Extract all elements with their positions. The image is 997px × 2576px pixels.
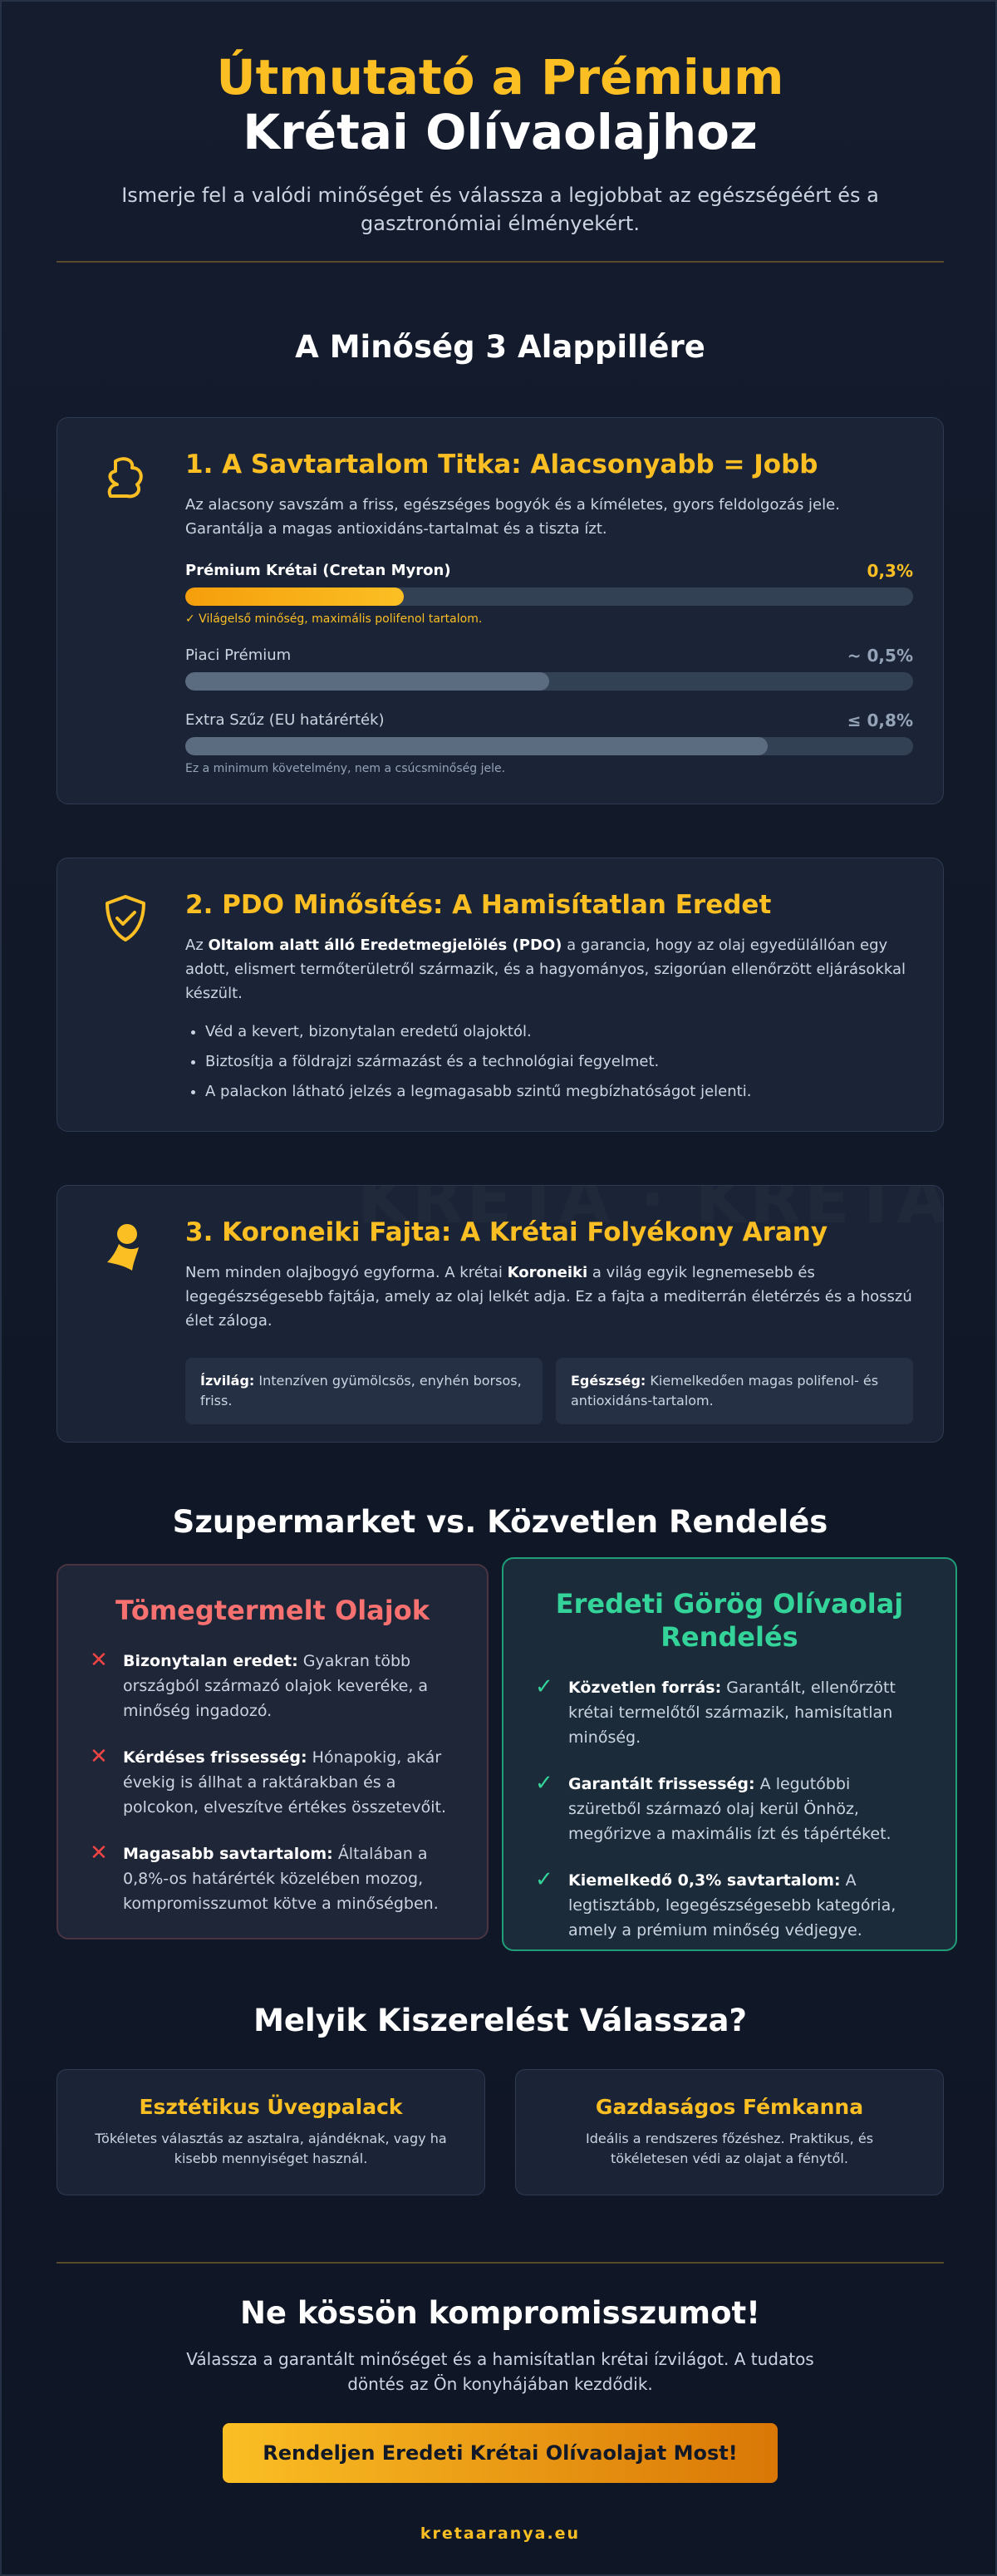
pdo-bullet-list: [185, 1022, 913, 1102]
feature-box-health: [556, 1358, 913, 1424]
comparison-heading: Szupermarket vs. Közvetlen Rendelés: [172, 1504, 828, 1540]
item-text: [568, 1772, 924, 1846]
olive-icon: [99, 451, 152, 504]
packaging-heading: Melyik Kiszerelést Válassza?: [253, 2003, 747, 2038]
page-subtitle: Ismerje fel a valódi minőséget és válassza a legjobbat az egészségéért és a gasztronómiai élményekért.: [121, 184, 879, 235]
pillar-pdo-text: [185, 933, 913, 1005]
order-now-button[interactable]: Rendeljen Eredeti Krétai Olívaolajat Most!: [223, 2423, 778, 2483]
format-title: Gazdaságos Fémkanna: [595, 2095, 864, 2119]
koroneiki-feature-boxes: [185, 1358, 913, 1424]
pillar-acidity-card: [56, 417, 944, 804]
bar-track: [185, 737, 913, 755]
mass-produced-title: Tömegtermelt Olajok: [115, 1595, 430, 1626]
bar-value: ≤ 0,8%: [847, 710, 913, 730]
bar-note: ✓ Világelső minőség, maximális polifenol tartalom.: [185, 612, 483, 626]
text-bold: Koroneiki: [507, 1264, 588, 1281]
bar-track: [185, 587, 913, 606]
check-icon: ✓: [535, 1867, 553, 1892]
list-item: [90, 1649, 455, 1723]
item-desc: Gyakran több országból származó olajok keveréke, a minőség ingadozó.: [123, 1652, 429, 1720]
list-item: [90, 1841, 455, 1916]
direct-order-card: [502, 1557, 957, 1951]
list-item: [535, 1772, 924, 1846]
text-bold: Oltalom alatt álló Eredetmegjelölés (PDO): [208, 937, 562, 954]
feature-label: Ízvilág:: [200, 1373, 255, 1389]
website-link[interactable]: kretaaranya.eu: [420, 2524, 581, 2543]
feature-text: Kiemelkedően magas polifenol- és antioxidáns-tartalom.: [571, 1373, 879, 1408]
bar-fill: [185, 737, 768, 755]
direct-order-title: Eredeti Görög Olívaolaj Rendelés: [555, 1588, 904, 1653]
item-desc: Hónapokig, akár évekig is állhat a raktárakban és a polcokon, elveszítve értékes összetevőit.: [123, 1748, 447, 1816]
check-icon: ✓: [535, 1674, 553, 1699]
pillar-koroneiki-title: 3. Koroneiki Fajta: A Krétai Folyékony Arany: [185, 1217, 828, 1247]
acidity-bar-market: [185, 646, 913, 691]
bar-label: Piaci Prémium: [185, 646, 292, 664]
mass-produced-card: [56, 1564, 489, 1939]
pillar-koroneiki-card: [56, 1185, 944, 1443]
page-header: [2, 50, 997, 238]
list-item: • Véd a kevert, bizonytalan eredetű olajoktól.: [205, 1022, 913, 1042]
list-item: [535, 1868, 924, 1943]
format-text: Ideális a rendszeres főzéshez. Praktikus, és tökéletesen védi az olajat a fénytől.: [585, 2131, 874, 2166]
page-title-line2: Krétai Olívaolajhoz: [243, 104, 758, 160]
header-divider: [56, 261, 944, 263]
text-part: Nem minden olajbogyó egyforma. A krétai: [185, 1264, 508, 1281]
item-label: Kérdéses frissesség:: [123, 1748, 307, 1767]
bar-fill: [185, 587, 404, 606]
item-text: [568, 1675, 924, 1750]
pillar-acidity-title: 1. A Savtartalom Titka: Alacsonyabb = Jobb: [185, 450, 818, 479]
cross-icon: ✕: [90, 1841, 108, 1866]
shield-check-icon: [99, 892, 152, 945]
text-part: a világ egyik legnemesebb és legegészségesebb fajtája, amely az olaj lelkét adja. Ez a fajta a mediterrán életérzés és a hosszú élet záloga.: [185, 1264, 912, 1330]
metal-can-card: [515, 2069, 944, 2195]
list-item: • Biztosítja a földrajzi származást és a technológiai fegyelmet.: [205, 1052, 913, 1072]
item-text: [568, 1868, 924, 1943]
page-title-line1: Útmutató a Prémium: [216, 49, 784, 106]
format-title: Esztétikus Üvegpalack: [139, 2095, 403, 2119]
item-label: Kiemelkedő 0,3% savtartalom:: [568, 1871, 841, 1890]
text-part: a garancia, hogy az olaj egyedülállóan egy adott, elismert termőterületről származik, és a hagyományos, szigorúan ellenőrzött eljárásokkal készült.: [185, 937, 906, 1002]
bar-fill: [185, 672, 549, 691]
glass-bottle-card: [56, 2069, 485, 2195]
bar-label: Extra Szűz (EU határérték): [185, 711, 385, 729]
pillars-heading: A Minőség 3 Alappillére: [295, 329, 705, 365]
item-label: Bizonytalan eredet:: [123, 1652, 298, 1670]
bar-value: ~ 0,5%: [847, 646, 913, 666]
bar-track: [185, 672, 913, 691]
feature-label: Egészség:: [571, 1373, 646, 1389]
item-desc: Garantált, ellenőrzött krétai termelőtől származik, hamisítatlan minőség.: [568, 1679, 896, 1747]
pillar-koroneiki-text: [185, 1261, 913, 1333]
format-text: Tökéletes választás az asztalra, ajándéknak, vagy ha kisebb mennyiséget használ.: [95, 2131, 447, 2166]
pillar-acidity-text: Az alacsony savszám a friss, egészséges bogyók és a kíméletes, gyors feldolgozás jele. Garantálja a magas antioxidáns-tartalmat és a tiszta ízt.: [185, 496, 840, 538]
acidity-bar-premium: [185, 561, 913, 626]
bar-note: Ez a minimum követelmény, nem a csúcsminőség jele.: [185, 762, 506, 775]
item-desc: Általában a 0,8%-os határérték közelében mozog, kompromisszumot kötve a minőségben.: [123, 1845, 439, 1913]
item-label: Garantált frissesség:: [568, 1775, 755, 1793]
item-label: Közvetlen forrás:: [568, 1679, 722, 1697]
crete-map-icon: [99, 1219, 152, 1272]
list-item: • A palackon látható jelzés a legmagasabb szintű megbízhatóságot jelenti.: [205, 1082, 913, 1102]
pillar-pdo-card: [56, 858, 944, 1132]
pillar-pdo-title: 2. PDO Minősítés: A Hamisítatlan Eredet: [185, 890, 772, 920]
item-text: [123, 1745, 455, 1820]
footer-divider: [56, 2262, 944, 2264]
item-desc: A legtisztább, legegészségesebb kategória, amely a prémium minőség védjegye.: [568, 1871, 896, 1939]
feature-box-taste: [185, 1358, 543, 1424]
bar-label: Prémium Krétai (Cretan Myron): [185, 562, 451, 579]
item-text: [123, 1649, 455, 1723]
bar-value: 0,3%: [867, 561, 913, 581]
cross-icon: ✕: [90, 1648, 108, 1673]
list-item: [90, 1745, 455, 1820]
cta-title: Ne kössön kompromisszumot!: [239, 2295, 761, 2331]
text-part: Az: [185, 937, 209, 954]
cta-text: Válassza a garantált minőséget és a hamisítatlan krétai ízvilágot. A tudatos döntés az Ön konyhájában kezdődik.: [186, 2349, 814, 2394]
acidity-bar-eu-limit: [185, 710, 913, 775]
item-label: Magasabb savtartalom:: [123, 1845, 333, 1863]
feature-text: Intenzíven gyümölcsös, enyhén borsos, friss.: [200, 1373, 522, 1408]
item-desc: A legutóbbi szüretből származó olaj kerül Önhöz, megőrizve a maximális ízt és tápértéket.: [568, 1775, 891, 1843]
check-icon: ✓: [535, 1771, 553, 1796]
list-item: [535, 1675, 924, 1750]
cross-icon: ✕: [90, 1744, 108, 1769]
item-text: [123, 1841, 455, 1916]
